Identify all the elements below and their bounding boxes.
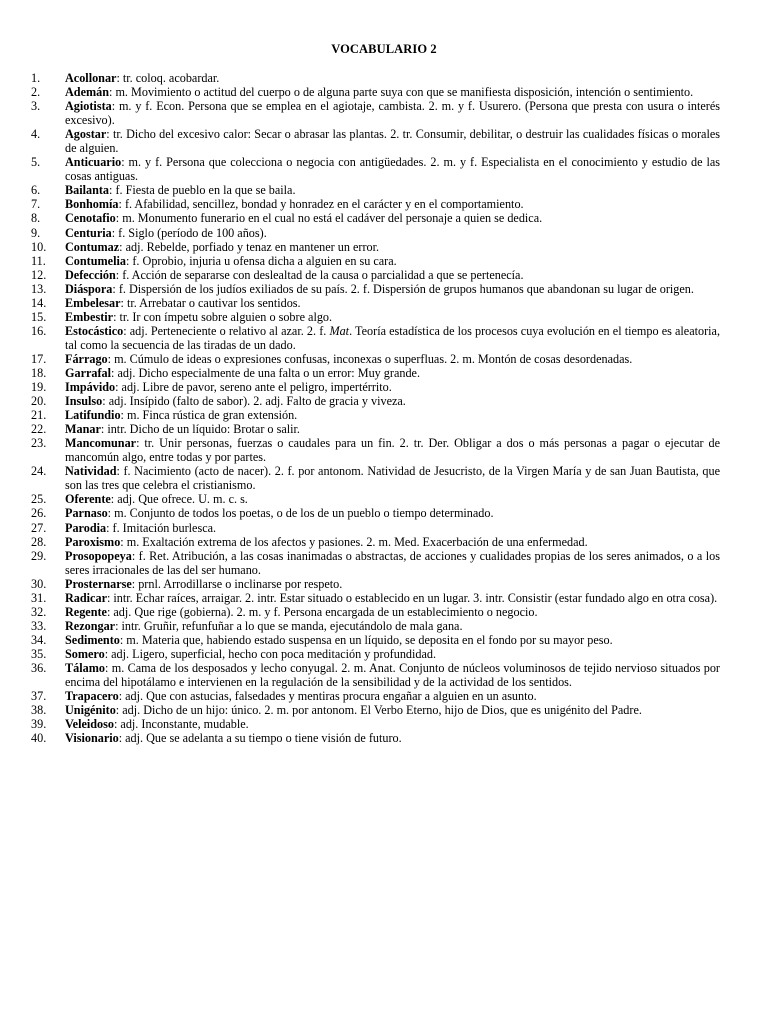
entry-number: 37. bbox=[31, 689, 47, 704]
vocabulary-entry bbox=[31, 464, 720, 492]
entry-definition: : m. Monumento funerario en el cual no está el cadáver del personaje a quien se dedica. bbox=[115, 211, 543, 226]
entry-term: Manar bbox=[65, 422, 101, 437]
entry-definition: : adj. Que se adelanta a su tiempo o tiene visión de futuro. bbox=[118, 731, 402, 746]
entry-definition: : adj. Perteneciente o relativo al azar. 2. f. bbox=[123, 323, 330, 338]
entry-number: 5. bbox=[31, 155, 41, 170]
vocabulary-entry bbox=[31, 127, 720, 155]
vocabulary-entry bbox=[31, 85, 720, 99]
entry-term: Cenotafio bbox=[65, 211, 116, 226]
vocabulary-entry bbox=[31, 521, 720, 535]
entry-definition: : adj. Que ofrece. U. m. c. s. bbox=[110, 492, 248, 507]
entry-definition: : tr. Arrebatar o cautivar los sentidos. bbox=[120, 295, 301, 310]
entry-number: 26. bbox=[31, 506, 47, 521]
vocabulary-entry bbox=[31, 282, 720, 296]
entry-definition: : f. Imitación burlesca. bbox=[106, 520, 217, 535]
entry-term: Oferente bbox=[65, 492, 111, 507]
vocabulary-entry bbox=[31, 549, 720, 577]
entry-definition: : m. Finca rústica de gran extensión. bbox=[120, 408, 298, 423]
vocabulary-entry bbox=[31, 492, 720, 506]
entry-term: Parodia bbox=[65, 520, 107, 535]
entry-term: Rezongar bbox=[65, 618, 116, 633]
entry-definition: : adj. Libre de pavor, sereno ante el peligro, impertérrito. bbox=[115, 380, 392, 395]
entry-term: Tálamo bbox=[65, 660, 105, 675]
entry-term: Latifundio bbox=[65, 408, 121, 423]
entry-number: 2. bbox=[31, 85, 41, 100]
entry-term: Anticuario bbox=[65, 155, 122, 170]
entry-term: Bailanta bbox=[65, 183, 110, 198]
entry-term: Diáspora bbox=[65, 281, 113, 296]
entry-number: 15. bbox=[31, 309, 47, 324]
entry-number: 10. bbox=[31, 239, 47, 254]
entry-number: 22. bbox=[31, 422, 47, 437]
entry-definition: : f. Acción de separarse con deslealtad de la causa o parcialidad a que se pertenecía. bbox=[115, 267, 524, 282]
vocabulary-entry bbox=[31, 535, 720, 549]
vocabulary-entry bbox=[31, 268, 720, 282]
entry-term: Unigénito bbox=[65, 703, 116, 718]
entry-term: Parnaso bbox=[65, 506, 108, 521]
entry-number: 32. bbox=[31, 604, 47, 619]
vocabulary-entry bbox=[31, 605, 720, 619]
entry-number: 33. bbox=[31, 618, 47, 633]
entry-number: 11. bbox=[31, 253, 46, 268]
entry-number: 19. bbox=[31, 380, 47, 395]
entry-number: 21. bbox=[31, 408, 47, 423]
entry-number: 34. bbox=[31, 632, 47, 647]
entry-term: Veleidoso bbox=[65, 717, 114, 732]
entry-number: 18. bbox=[31, 365, 47, 380]
entry-term: Sedimento bbox=[65, 632, 120, 647]
entry-number: 30. bbox=[31, 576, 47, 591]
vocabulary-entry bbox=[31, 731, 720, 745]
entry-term: Somero bbox=[65, 646, 105, 661]
vocabulary-entry bbox=[31, 254, 720, 268]
entry-definition: : f. Siglo (período de 100 años). bbox=[111, 225, 267, 240]
entry-definition-italic: Mat bbox=[329, 323, 350, 338]
vocabulary-entry bbox=[31, 661, 720, 689]
entry-definition: : f. Dispersión de los judíos exiliados de su país. 2. f. Dispersión de grupos humanos que abandonan su lugar de origen. bbox=[112, 281, 694, 296]
vocabulary-entry bbox=[31, 366, 720, 380]
entry-definition: : f. Oprobio, injuria u ofensa dicha a alguien en su cara. bbox=[125, 253, 397, 268]
entry-number: 23. bbox=[31, 436, 47, 451]
entry-term: Prosopopeya bbox=[65, 548, 132, 563]
entry-definition: : f. Fiesta de pueblo en la que se baila. bbox=[109, 183, 296, 198]
entry-definition: : m. Cama de los desposados y lecho conyugal. 2. m. Anat. Conjunto de núcleos voluminosos de tejido nervioso situados por encima del hipotálamo e intervienen en la regulación de la sensibilidad y de la actividad de los sentidos. bbox=[65, 660, 720, 690]
vocabulary-entry bbox=[31, 394, 720, 408]
vocabulary-entry bbox=[31, 324, 720, 352]
entry-definition: : m. Materia que, habiendo estado suspensa en un líquido, se deposita en el fondo por su mayor peso. bbox=[119, 632, 613, 647]
entry-definition: : f. Afabilidad, sencillez, bondad y honradez en el carácter y en el comportamiento. bbox=[118, 197, 524, 212]
entry-term: Prosternarse bbox=[65, 576, 132, 591]
vocabulary-entry bbox=[31, 226, 720, 240]
entry-definition: : f. Ret. Atribución, a las cosas inanimadas o abstractas, de acciones y cualidades propias de los seres animados, o a los seres irracionales de las del ser humano. bbox=[65, 548, 720, 577]
entry-number: 13. bbox=[31, 281, 47, 296]
entry-number: 17. bbox=[31, 351, 47, 366]
entry-number: 38. bbox=[31, 703, 47, 718]
entry-term: Defección bbox=[65, 267, 116, 282]
entry-term: Visionario bbox=[65, 731, 119, 746]
entry-number: 20. bbox=[31, 394, 47, 409]
entry-definition: : tr. coloq. acobardar. bbox=[116, 71, 220, 85]
entry-definition: : m. Movimiento o actitud del cuerpo o de alguna parte suya con que se manifiesta disposición, intención o sentimiento. bbox=[109, 85, 694, 100]
entry-number: 8. bbox=[31, 211, 41, 226]
entry-number: 1. bbox=[31, 71, 41, 85]
vocabulary-entry bbox=[31, 99, 720, 127]
vocabulary-entry bbox=[31, 408, 720, 422]
entry-term: Agiotista bbox=[65, 99, 112, 114]
vocabulary-list bbox=[31, 71, 720, 745]
entry-term: Fárrago bbox=[65, 351, 108, 366]
entry-number: 27. bbox=[31, 520, 47, 535]
entry-number: 7. bbox=[31, 197, 41, 212]
document-title: VOCABULARIO 2 bbox=[331, 42, 437, 56]
entry-definition-continued: . Teoría estadística de los procesos cuya evolución en el tiempo es aleatoria, tal como la secuencia de las tiradas de un dado. bbox=[65, 323, 720, 352]
entry-definition: : adj. Insípido (falto de sabor). 2. adj. Falto de gracia y viveza. bbox=[102, 394, 406, 409]
entry-definition: : adj. Ligero, superficial, hecho con poca meditación y profundidad. bbox=[104, 646, 437, 661]
entry-definition: : adj. Rebelde, porfiado y tenaz en mantener un error. bbox=[119, 239, 380, 254]
entry-term: Mancomunar bbox=[65, 436, 137, 451]
entry-definition: : adj. Inconstante, mudable. bbox=[113, 717, 249, 732]
vocabulary-entry bbox=[31, 436, 720, 464]
entry-number: 14. bbox=[31, 295, 47, 310]
entry-term: Centuria bbox=[65, 225, 112, 240]
entry-term: Embestir bbox=[65, 309, 114, 324]
vocabulary-entry bbox=[31, 310, 720, 324]
vocabulary-entry bbox=[31, 422, 720, 436]
vocabulary-entry bbox=[31, 633, 720, 647]
vocabulary-entry bbox=[31, 703, 720, 717]
entry-number: 4. bbox=[31, 127, 41, 142]
entry-definition: : m. Cúmulo de ideas o expresiones confusas, inconexas o superfluas. 2. m. Montón de cosas desordenadas. bbox=[107, 351, 633, 366]
entry-term: Acollonar bbox=[65, 71, 117, 85]
vocabulary-entry bbox=[31, 211, 720, 225]
entry-definition: : adj. Que con astucias, falsedades y mentiras procura engañar a alguien en un asunto. bbox=[118, 689, 537, 704]
entry-number: 12. bbox=[31, 267, 47, 282]
vocabulary-entry bbox=[31, 240, 720, 254]
entry-definition: : adj. Dicho de un hijo: único. 2. m. por antonom. El Verbo Eterno, hijo de Dios, que es unigénito del Padre. bbox=[115, 703, 642, 718]
entry-term: Regente bbox=[65, 604, 107, 619]
entry-number: 16. bbox=[31, 323, 47, 338]
entry-term: Contumaz bbox=[65, 239, 120, 254]
entry-definition: : tr. Unir personas, fuerzas o caudales para un fin. 2. tr. Der. Obligar a dos o más personas a pagar o ejecutar de mancomún algo, entre todas y por partes. bbox=[65, 436, 720, 465]
entry-definition: : adj. Que rige (gobierna). 2. m. y f. Persona encargada de un establecimiento o negocio. bbox=[106, 604, 538, 619]
entry-number: 31. bbox=[31, 590, 47, 605]
entry-definition: : intr. Echar raíces, arraigar. 2. intr. Estar situado o establecido en un lugar. 3. intr. Consistir (estar fundado algo en otra cosa). bbox=[106, 590, 718, 605]
vocabulary-entry bbox=[31, 183, 720, 197]
entry-term: Agostar bbox=[65, 127, 107, 142]
entry-term: Bonhomía bbox=[65, 197, 119, 212]
vocabulary-entry bbox=[31, 717, 720, 731]
entry-number: 35. bbox=[31, 646, 47, 661]
vocabulary-entry bbox=[31, 591, 720, 605]
entry-term: Natividad bbox=[65, 464, 117, 479]
vocabulary-entry bbox=[31, 296, 720, 310]
entry-number: 9. bbox=[31, 225, 41, 240]
vocabulary-entry bbox=[31, 71, 720, 85]
entry-term: Radicar bbox=[65, 590, 107, 605]
entry-number: 24. bbox=[31, 464, 47, 479]
entry-number: 6. bbox=[31, 183, 41, 198]
entry-number: 3. bbox=[31, 99, 41, 114]
entry-definition: : tr. Ir con ímpetu sobre alguien o sobre algo. bbox=[113, 309, 333, 324]
entry-number: 36. bbox=[31, 660, 47, 675]
vocabulary-entry bbox=[31, 155, 720, 183]
entry-number: 28. bbox=[31, 534, 47, 549]
entry-definition: : prnl. Arrodillarse o inclinarse por respeto. bbox=[131, 576, 343, 591]
entry-number: 29. bbox=[31, 548, 47, 563]
entry-term: Estocástico bbox=[65, 323, 124, 338]
vocabulary-entry bbox=[31, 352, 720, 366]
entry-term: Insulso bbox=[65, 394, 103, 409]
entry-number: 39. bbox=[31, 717, 47, 732]
vocabulary-entry bbox=[31, 506, 720, 520]
entry-definition: : adj. Dicho especialmente de una falta o un error: Muy grande. bbox=[111, 365, 421, 380]
vocabulary-entry bbox=[31, 689, 720, 703]
entry-term: Contumelia bbox=[65, 253, 126, 268]
entry-term: Paroxismo bbox=[65, 534, 121, 549]
entry-definition: : intr. Dicho de un líquido: Brotar o salir. bbox=[100, 422, 300, 437]
vocabulary-entry bbox=[31, 647, 720, 661]
entry-definition: : m. y f. Econ. Persona que se emplea en el agiotaje, cambista. 2. m. y f. Usurero. (Persona que presta con usura o interés excesivo). bbox=[65, 99, 720, 128]
entry-definition: : f. Nacimiento (acto de nacer). 2. f. por antonom. Natividad de Jesucristo, de la Virgen María y de san Juan Bautista, que son las tres que celebra el cristianismo. bbox=[65, 464, 720, 493]
vocabulary-entry bbox=[31, 380, 720, 394]
entry-definition: : m. Conjunto de todos los poetas, o de los de un pueblo o tiempo determinado. bbox=[107, 506, 494, 521]
vocabulary-entry bbox=[31, 577, 720, 591]
entry-term: Ademán bbox=[65, 85, 110, 100]
vocabulary-entry bbox=[31, 197, 720, 211]
entry-definition: : m. Exaltación extrema de los afectos y pasiones. 2. m. Med. Exacerbación de una enfermedad. bbox=[120, 534, 588, 549]
entry-number: 40. bbox=[31, 731, 47, 746]
vocabulary-entry bbox=[31, 619, 720, 633]
entry-definition: : m. y f. Persona que colecciona o negocia con antigüedades. 2. m. y f. Especialista en el conocimiento y estudio de las cosas antiguas. bbox=[65, 155, 720, 184]
entry-term: Garrafal bbox=[65, 365, 112, 380]
entry-term: Trapacero bbox=[65, 689, 119, 704]
entry-term: Embelesar bbox=[65, 295, 121, 310]
entry-definition: : tr. Dicho del excesivo calor: Secar o abrasar las plantas. 2. tr. Consumir, debilitar, o destruir las cualidades físicas o morales de alguien. bbox=[65, 127, 720, 156]
entry-definition: : intr. Gruñir, refunfuñar a lo que se manda, ejecutándolo de mala gana. bbox=[115, 618, 463, 633]
entry-number: 25. bbox=[31, 492, 47, 507]
entry-term: Impávido bbox=[65, 380, 116, 395]
